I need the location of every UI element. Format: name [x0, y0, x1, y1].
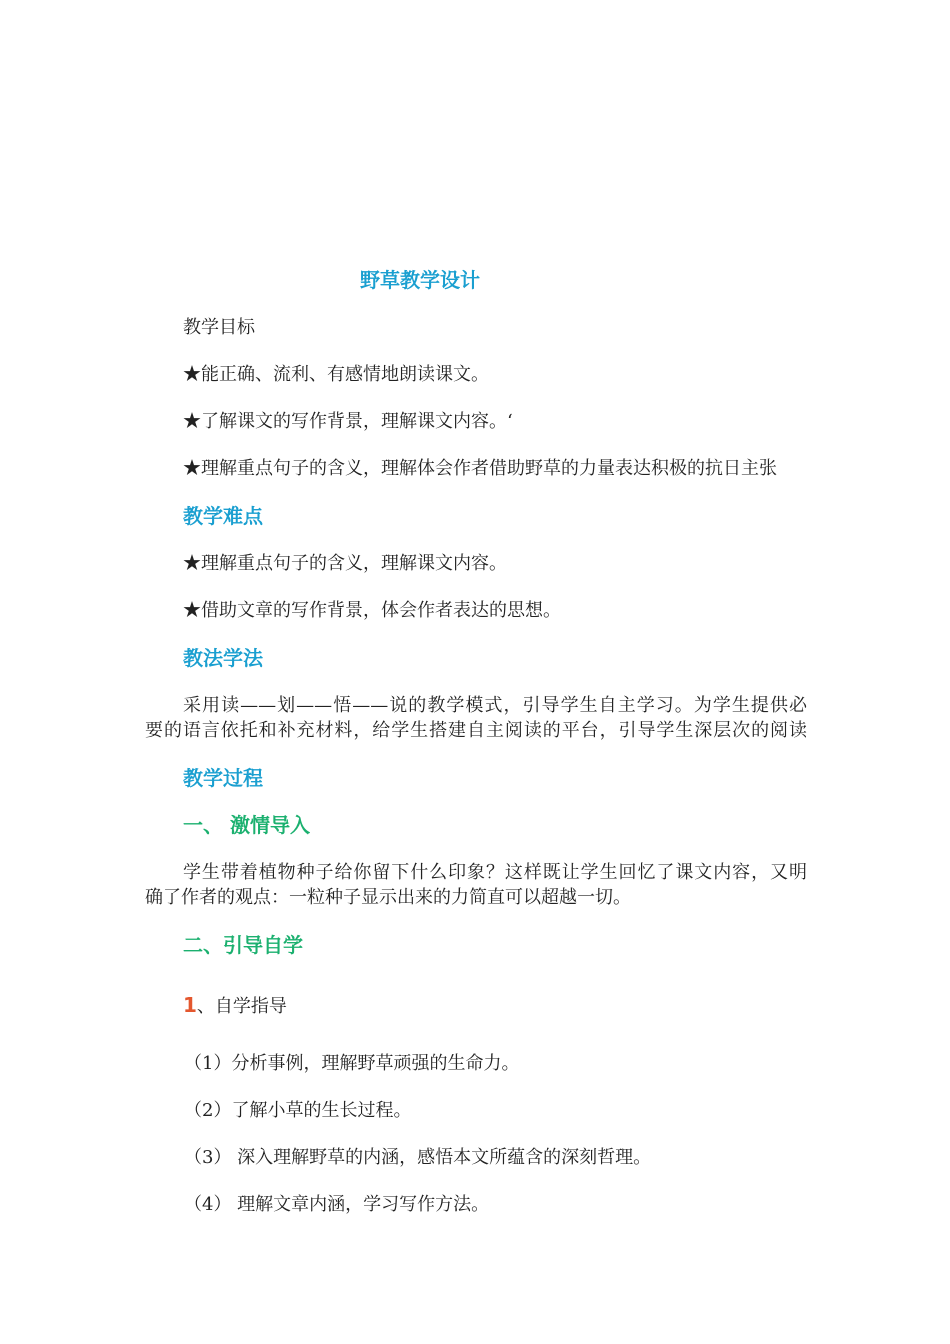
- self-study-item: （3） 深入理解野草的内涵，感悟本文所蕴含的深刻哲理。: [184, 1147, 652, 1168]
- subsection-heading: [183, 993, 287, 1019]
- objective-item: ★了解课文的写作背景，理解课文内容。‘: [183, 411, 513, 432]
- objectives-heading: 教学目标: [183, 317, 255, 338]
- difficulty-item: ★理解重点句子的含义，理解课文内容。: [183, 553, 507, 574]
- document-title: 野草教学设计: [360, 268, 480, 292]
- intro-paragraph-line: 学生带着植物种子给你留下什么印象？这样既让学生回忆了课文内容，又明: [183, 862, 807, 883]
- methods-paragraph-line: 要的语言依托和补充材料，给学生搭建自主阅读的平台，引导学生深层次的阅读: [145, 720, 807, 741]
- subsection-number: 1: [183, 993, 197, 1017]
- difficulties-heading: 教学难点: [183, 504, 263, 528]
- intro-paragraph-line: 确了作者的观点：一粒种子显示出来的力简直可以超越一切。: [145, 887, 631, 908]
- methods-paragraph-line: 采用读——划——悟——说的教学模式，引导学生自主学习。为学生提供必: [183, 695, 807, 716]
- self-study-item: （4） 理解文章内涵，学习写作方法。: [184, 1194, 490, 1215]
- self-study-item: （1）分析事例，理解野草顽强的生命力。: [184, 1053, 520, 1074]
- subsection-label: 、自学指导: [196, 996, 287, 1017]
- self-study-item: （2）了解小草的生长过程。: [184, 1100, 412, 1121]
- objective-item: ★理解重点句子的含义，理解体会作者借助野草的力量表达积极的抗日主张: [183, 458, 777, 479]
- section-heading-self-study: 二、引导自学: [183, 933, 303, 957]
- process-heading: 教学过程: [183, 766, 263, 790]
- difficulty-item: ★借助文章的写作背景，体会作者表达的思想。: [183, 600, 561, 621]
- section-heading-intro: 一、 激情导入: [183, 813, 310, 837]
- methods-heading: 教法学法: [183, 646, 263, 670]
- objective-item: ★能正确、流利、有感情地朗读课文。: [183, 364, 489, 385]
